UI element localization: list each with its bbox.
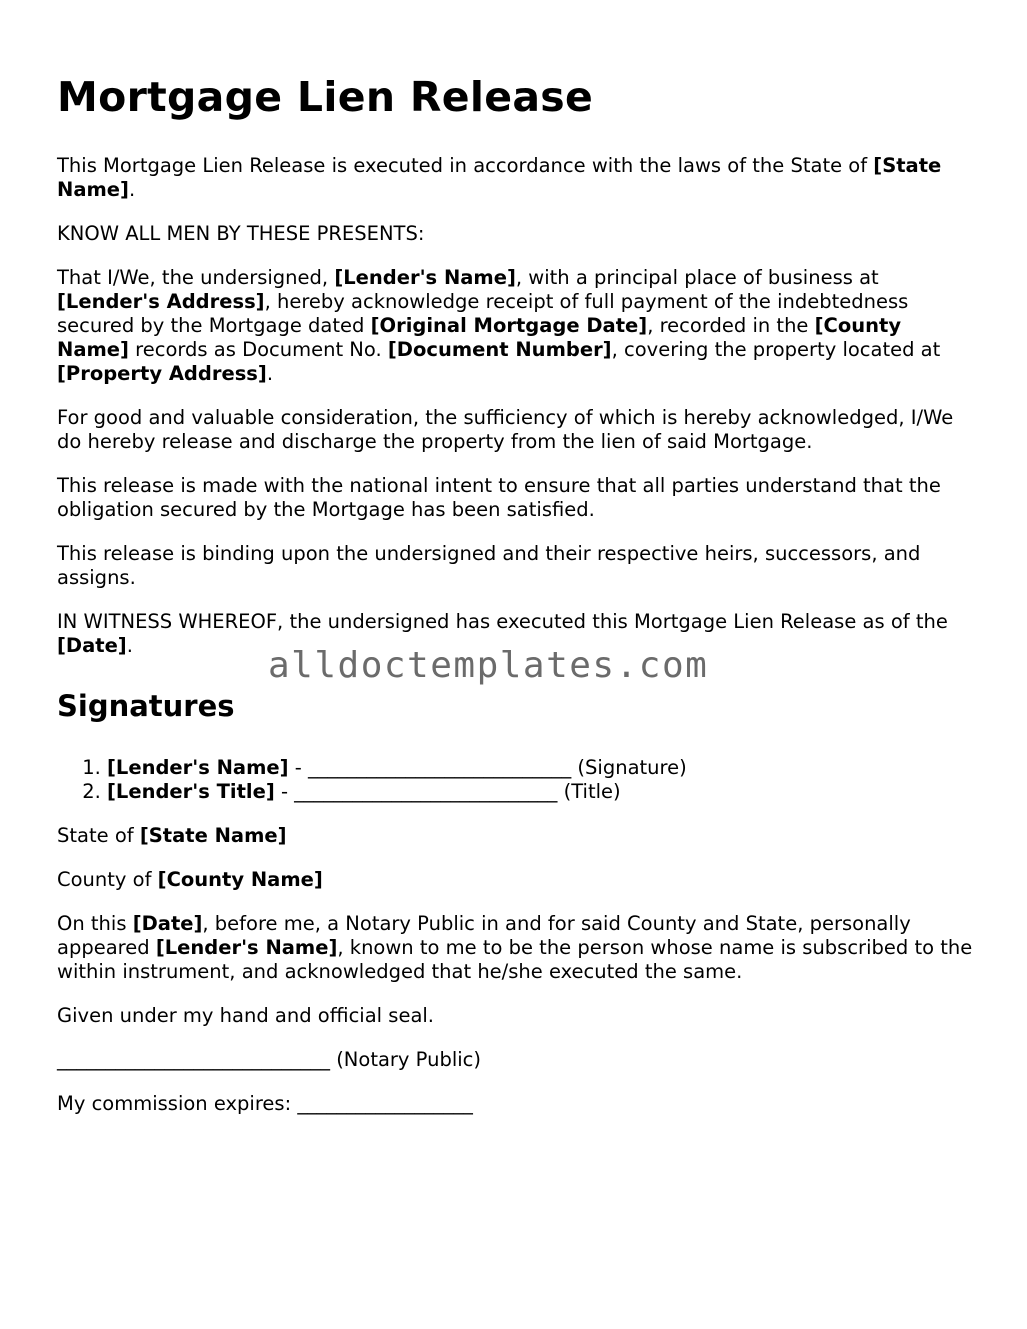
document-title: Mortgage Lien Release (57, 73, 594, 121)
signatures-heading: Signatures (57, 689, 235, 723)
state-line (57, 824, 977, 848)
mortgage-date-placeholder: [Original Mortgage Date] (370, 314, 648, 337)
watermark: alldoctemplates.com (268, 645, 709, 686)
commission-line: My commission expires: __________________ (57, 1092, 473, 1115)
signature-item-label: [Lender's Title] (107, 780, 275, 803)
para-text: That I/We, the undersigned, (57, 266, 335, 289)
para-text: records as Document No. (128, 338, 388, 361)
document-page (57, 0, 977, 1116)
signature-list (57, 756, 977, 804)
witness-text-end: . (126, 634, 133, 657)
date-placeholder: [Date] (57, 634, 127, 657)
signature-line: - ___________________________ (Title) (274, 780, 621, 803)
given-line: Given under my hand and official seal. (57, 1004, 435, 1027)
state-line-text: State of (57, 824, 140, 847)
notary-text: , known to me to be the person whose name is subscribed to the within instrument, and acknowledged that he/she executed the same. (57, 936, 973, 983)
signature-item (107, 756, 977, 780)
state-name-placeholder: [State Name] (57, 154, 942, 201)
county-line-text: County of (57, 868, 158, 891)
notary-text: On this (57, 912, 133, 935)
county-name-placeholder: [County Name] (157, 868, 323, 891)
release-paragraph: For good and valuable consideration, the sufficiency of which is hereby acknowledged, I/We do hereby release and discharge the property from the lien of said Mortgage. (57, 406, 954, 453)
intent-paragraph: This release is made with the national intent to ensure that all parties understand that the obligation secured by the Mortgage has been satisfied. (57, 474, 941, 521)
notary-paragraph (57, 912, 977, 984)
know-all-paragraph: KNOW ALL MEN BY THESE PRESENTS: (57, 222, 425, 245)
signature-item-label: [Lender's Name] (107, 756, 289, 779)
witness-text: IN WITNESS WHEREOF, the undersigned has executed this Mortgage Lien Release as of the (57, 610, 948, 633)
signature-line: - ___________________________ (Signature) (288, 756, 687, 779)
lender-name-placeholder: [Lender's Name] (334, 266, 516, 289)
document-number-placeholder: [Document Number] (387, 338, 612, 361)
intro-paragraph (57, 154, 977, 202)
para-text: , hereby acknowledge receipt of full payment of the indebtedness secured by the Mortgage dated (57, 290, 909, 337)
intro-text: This Mortgage Lien Release is executed in accordance with the laws of the State of (57, 154, 874, 177)
para-text: . (266, 362, 274, 385)
acknowledgment-paragraph (57, 266, 977, 386)
lender-name-placeholder: [Lender's Name] (155, 936, 338, 959)
para-text: , recorded in the (647, 314, 815, 337)
state-name-placeholder: [State Name] (139, 824, 287, 847)
signature-item (107, 780, 977, 804)
notary-signature-line: ____________________________ (Notary Public) (57, 1048, 481, 1071)
notary-text: , before me, a Notary Public in and for said County and State, personally appeared (57, 912, 911, 959)
county-name-placeholder: [County Name] (57, 314, 902, 361)
para-text: , covering the property located at (611, 338, 941, 361)
property-address-placeholder: [Property Address] (57, 362, 267, 385)
intro-text-end: . (128, 178, 136, 201)
date-placeholder: [Date] (132, 912, 203, 935)
county-line (57, 868, 977, 892)
para-text: , with a principal place of business at (515, 266, 879, 289)
lender-address-placeholder: [Lender's Address] (57, 290, 265, 313)
binding-paragraph: This release is binding upon the undersigned and their respective heirs, successors, and assigns. (57, 542, 921, 589)
